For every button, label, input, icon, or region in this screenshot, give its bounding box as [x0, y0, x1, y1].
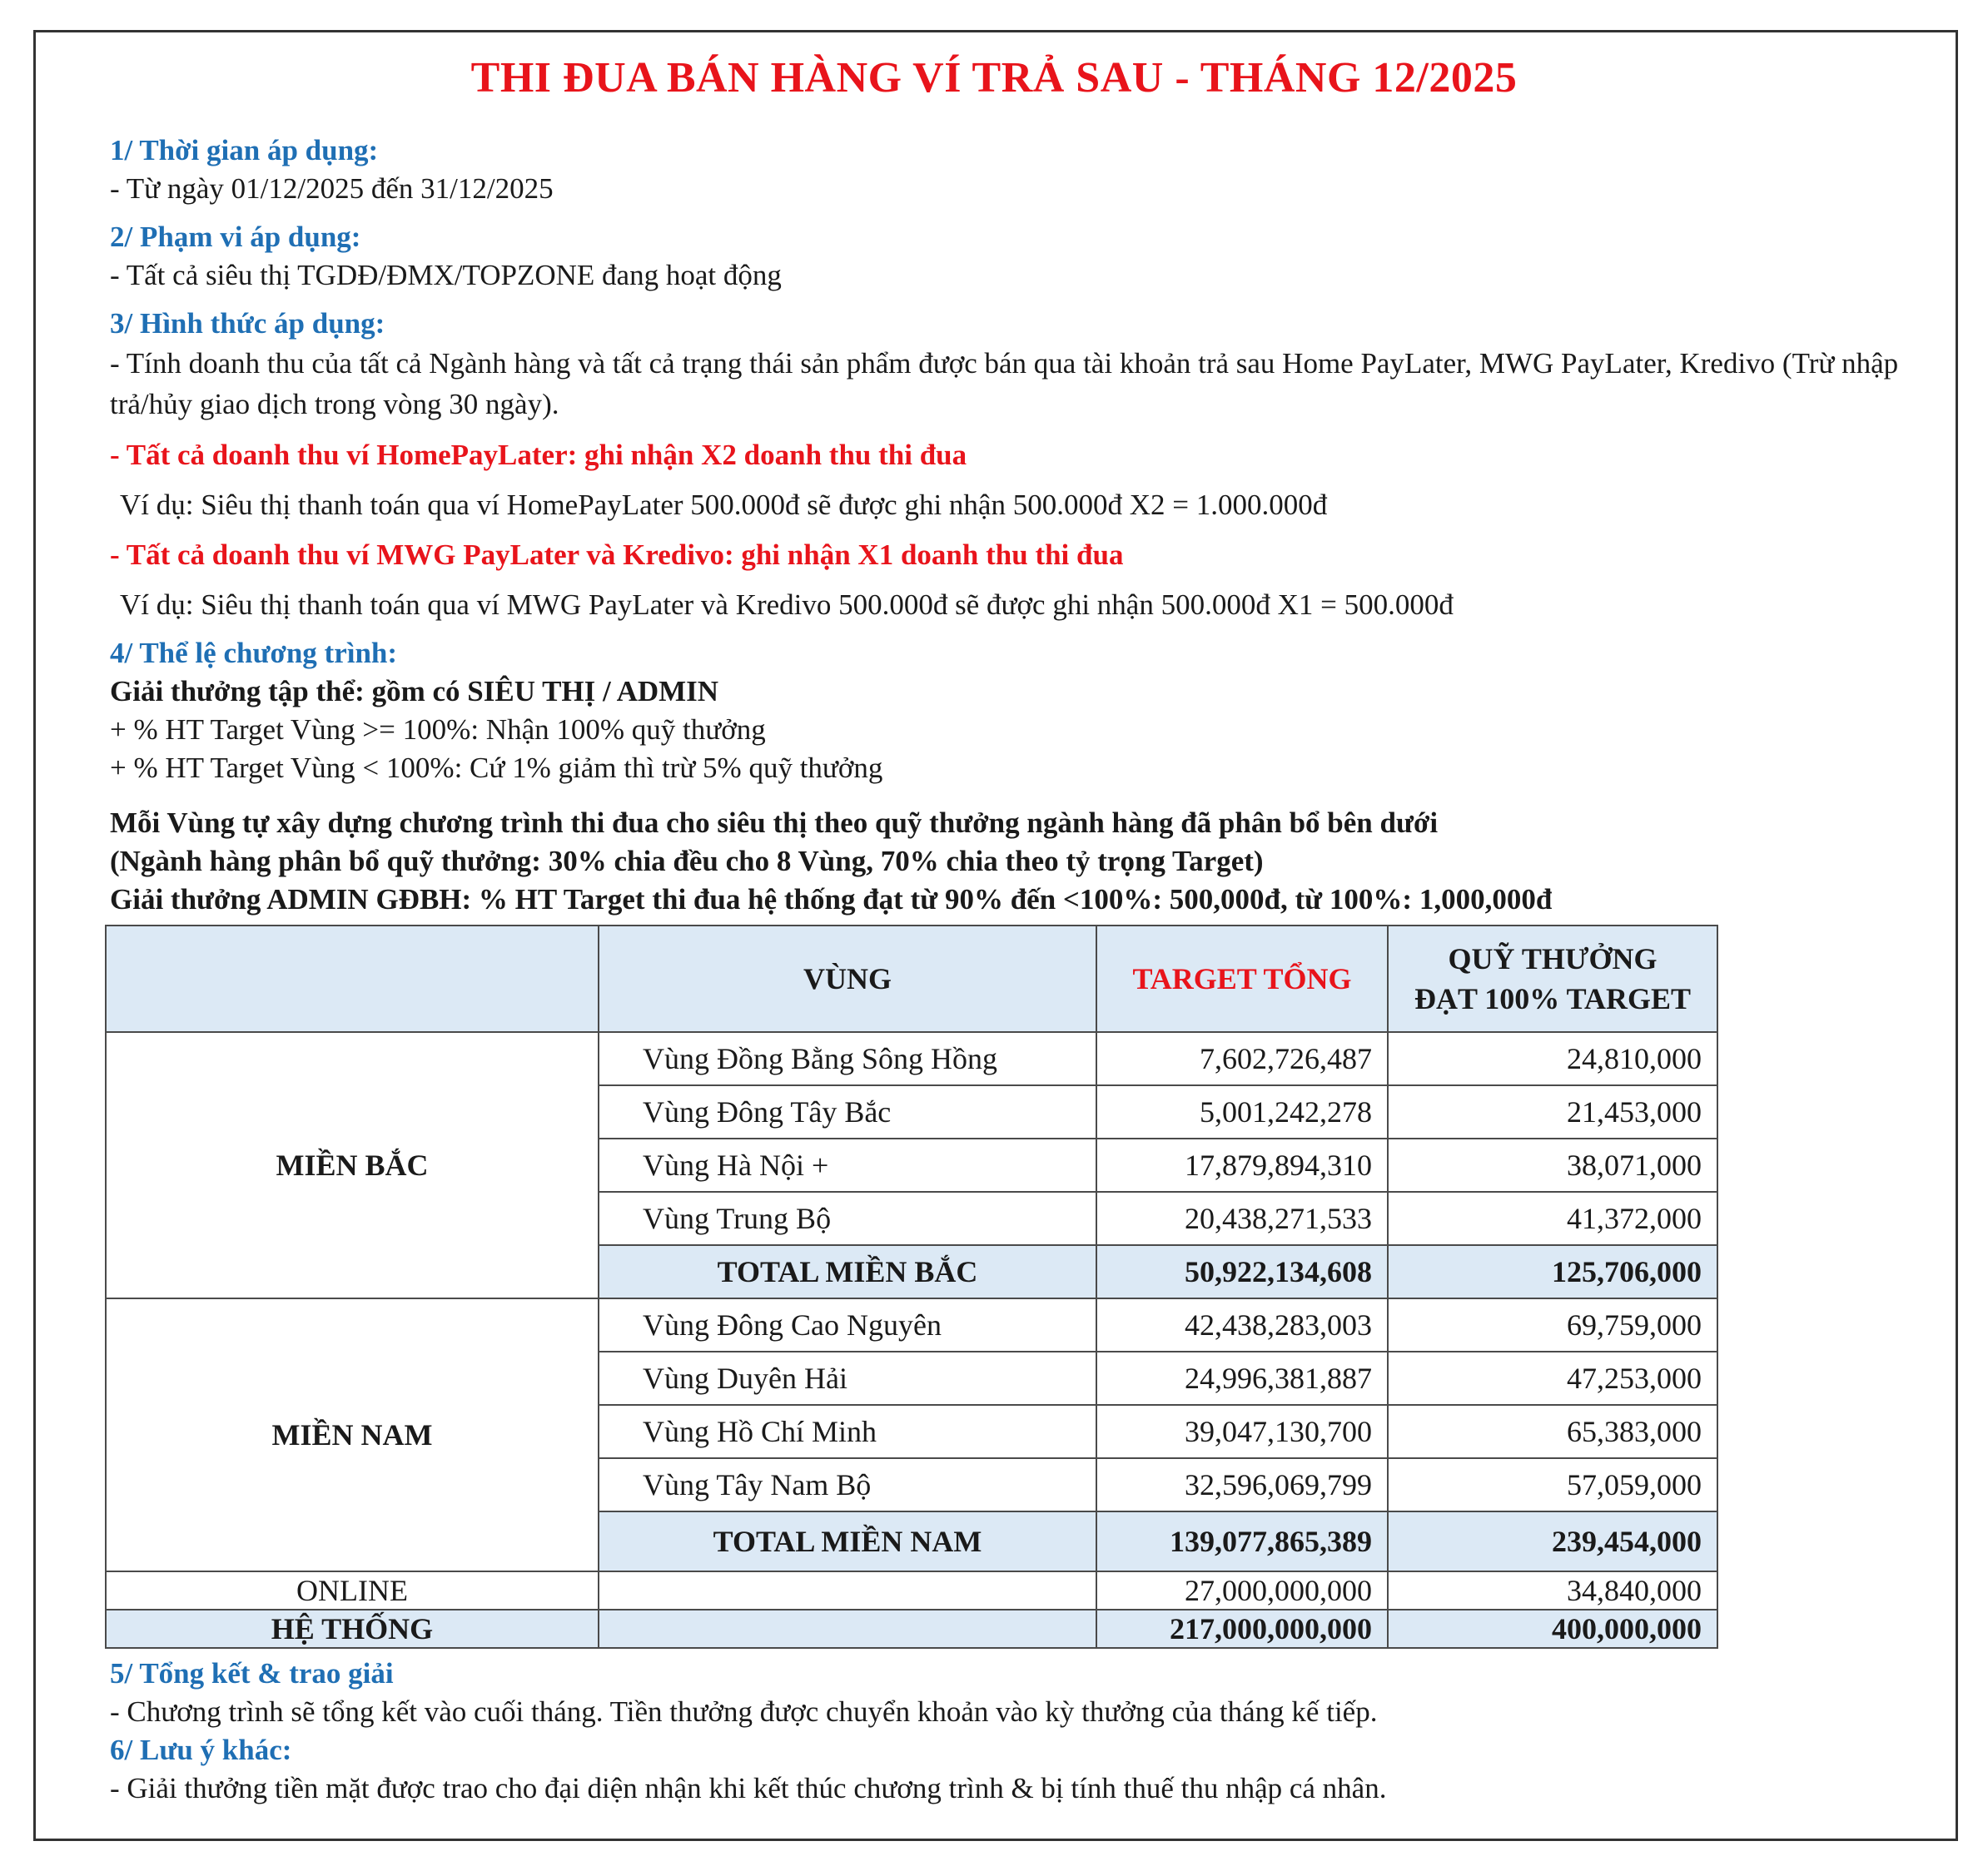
system-label: HỆ THỐNG — [106, 1610, 599, 1648]
zone-fund: 38,071,000 — [1388, 1139, 1717, 1192]
zone-fund: 47,253,000 — [1388, 1352, 1717, 1405]
section-4-note-3: Giải thưởng ADMIN GĐBH: % HT Target thi đua hệ thống đạt từ 90% đến <100%: 500,000đ, từ 100%: 1,000,000đ — [110, 883, 1553, 916]
zone-name: Vùng Đồng Bằng Sông Hồng — [599, 1032, 1096, 1085]
south-total-label: TOTAL MIỀN NAM — [599, 1511, 1096, 1571]
online-label: ONLINE — [106, 1571, 599, 1610]
section-4-award: Giải thưởng tập thể: gồm có SIÊU THỊ / ADMIN — [110, 675, 719, 707]
header-fund-line-2: ĐẠT 100% TARGET — [1414, 982, 1692, 1015]
section-3-rule-mwg-kredivo: - Tất cả doanh thu ví MWG PayLater và Kredivo: ghi nhận X1 doanh thu thi đua — [110, 538, 1124, 571]
region-north-label: MIỀN BẮC — [106, 1032, 599, 1298]
zone-fund: 65,383,000 — [1388, 1405, 1717, 1458]
table-row — [106, 1298, 1717, 1352]
zone-target: 20,438,271,533 — [1096, 1192, 1388, 1245]
section-2-heading: 2/ Phạm vi áp dụng: — [110, 221, 361, 253]
zone-name: Vùng Tây Nam Bộ — [599, 1458, 1096, 1511]
zone-fund: 69,759,000 — [1388, 1298, 1717, 1352]
system-row — [106, 1610, 1717, 1648]
section-3-rule-homepaylater: - Tất cả doanh thu ví HomePayLater: ghi nhận X2 doanh thu thi đua — [110, 439, 967, 471]
south-total-fund: 239,454,000 — [1388, 1511, 1717, 1571]
zone-target: 5,001,242,278 — [1096, 1085, 1388, 1139]
online-target: 27,000,000,000 — [1096, 1571, 1388, 1610]
body-content — [110, 132, 1925, 919]
zone-fund: 21,453,000 — [1388, 1085, 1717, 1139]
section-1-heading: 1/ Thời gian áp dụng: — [110, 134, 379, 166]
zone-name: Vùng Hồ Chí Minh — [599, 1405, 1096, 1458]
header-fund — [1388, 926, 1717, 1032]
reward-table — [105, 925, 1718, 1649]
system-blank-cell — [599, 1610, 1096, 1648]
section-5-text: - Chương trình sẽ tổng kết vào cuối tháng. Tiền thưởng được chuyển khoản vào kỳ thưởng của tháng kế tiếp. — [110, 1695, 1378, 1728]
zone-name: Vùng Đông Tây Bắc — [599, 1085, 1096, 1139]
section-4-condition-1: + % HT Target Vùng >= 100%: Nhận 100% quỹ thưởng — [110, 713, 766, 746]
zone-name: Vùng Trung Bộ — [599, 1192, 1096, 1245]
table-header-row — [106, 926, 1717, 1032]
south-total-target: 139,077,865,389 — [1096, 1511, 1388, 1571]
zone-target: 24,996,381,887 — [1096, 1352, 1388, 1405]
zone-fund: 57,059,000 — [1388, 1458, 1717, 1511]
zone-target: 7,602,726,487 — [1096, 1032, 1388, 1085]
header-target: TARGET TỔNG — [1096, 926, 1388, 1032]
section-3-example-2: Ví dụ: Siêu thị thanh toán qua ví MWG PayLater và Kredivo 500.000đ sẽ được ghi nhận 500.000đ X1 = 500.000đ — [120, 588, 1454, 621]
document-title: THI ĐUA BÁN HÀNG VÍ TRẢ SAU - THÁNG 12/2025 — [470, 54, 1518, 102]
online-row — [106, 1571, 1717, 1610]
section-2-text: - Tất cả siêu thị TGDĐ/ĐMX/TOPZONE đang hoạt động — [110, 259, 782, 291]
section-3-example-1: Ví dụ: Siêu thị thanh toán qua ví HomePayLater 500.000đ sẽ được ghi nhận 500.000đ X2 = 1.000.000đ — [120, 489, 1328, 521]
north-total-fund: 125,706,000 — [1388, 1245, 1717, 1298]
north-total-target: 50,922,134,608 — [1096, 1245, 1388, 1298]
section-4-condition-2: + % HT Target Vùng < 100%: Cứ 1% giảm thì trừ 5% quỹ thưởng — [110, 752, 883, 784]
north-total-label: TOTAL MIỀN BẮC — [599, 1245, 1096, 1298]
section-6-text: - Giải thưởng tiền mặt được trao cho đại diện nhận khi kết thúc chương trình & bị tính thuế thu nhập cá nhân. — [110, 1772, 1387, 1804]
system-fund: 400,000,000 — [1388, 1610, 1717, 1648]
online-blank-cell — [599, 1571, 1096, 1610]
system-target: 217,000,000,000 — [1096, 1610, 1388, 1648]
zone-fund: 24,810,000 — [1388, 1032, 1717, 1085]
zone-target: 32,596,069,799 — [1096, 1458, 1388, 1511]
zone-name: Vùng Hà Nội + — [599, 1139, 1096, 1192]
section-3-text: - Tính doanh thu của tất cả Ngành hàng và tất cả trạng thái sản phẩm được bán qua tài khoản trả sau Home PayLater, MWG PayLater, Kredivo (Trừ nhập trả/hủy giao dịch trong vòng 30 ngày). — [110, 347, 1899, 420]
header-region: VÙNG — [599, 926, 1096, 1032]
zone-target: 39,047,130,700 — [1096, 1405, 1388, 1458]
header-fund-line-1: QUỸ THƯỞNG — [1448, 942, 1657, 975]
section-4-note-1: Mỗi Vùng tự xây dựng chương trình thi đua cho siêu thị theo quỹ thưởng ngành hàng đã phân bổ bên dưới — [110, 806, 1439, 839]
section-1-text: - Từ ngày 01/12/2025 đến 31/12/2025 — [110, 172, 554, 205]
zone-target: 42,438,283,003 — [1096, 1298, 1388, 1352]
section-4-note-2: (Ngành hàng phân bổ quỹ thưởng: 30% chia đều cho 8 Vùng, 70% chia theo tỷ trọng Target) — [110, 845, 1264, 877]
region-south-label: MIỀN NAM — [106, 1298, 599, 1571]
section-6-heading: 6/ Lưu ý khác: — [110, 1734, 292, 1766]
zone-name: Vùng Đông Cao Nguyên — [599, 1298, 1096, 1352]
zone-target: 17,879,894,310 — [1096, 1139, 1388, 1192]
section-3-heading: 3/ Hình thức áp dụng: — [110, 307, 385, 340]
zone-fund: 41,372,000 — [1388, 1192, 1717, 1245]
header-blank-cell — [106, 926, 599, 1032]
online-fund: 34,840,000 — [1388, 1571, 1717, 1610]
table-row — [106, 1032, 1717, 1085]
section-5-heading: 5/ Tổng kết & trao giải — [110, 1657, 394, 1690]
footer-content — [110, 1655, 1925, 1808]
zone-name: Vùng Duyên Hải — [599, 1352, 1096, 1405]
section-4-heading: 4/ Thể lệ chương trình: — [110, 637, 398, 669]
